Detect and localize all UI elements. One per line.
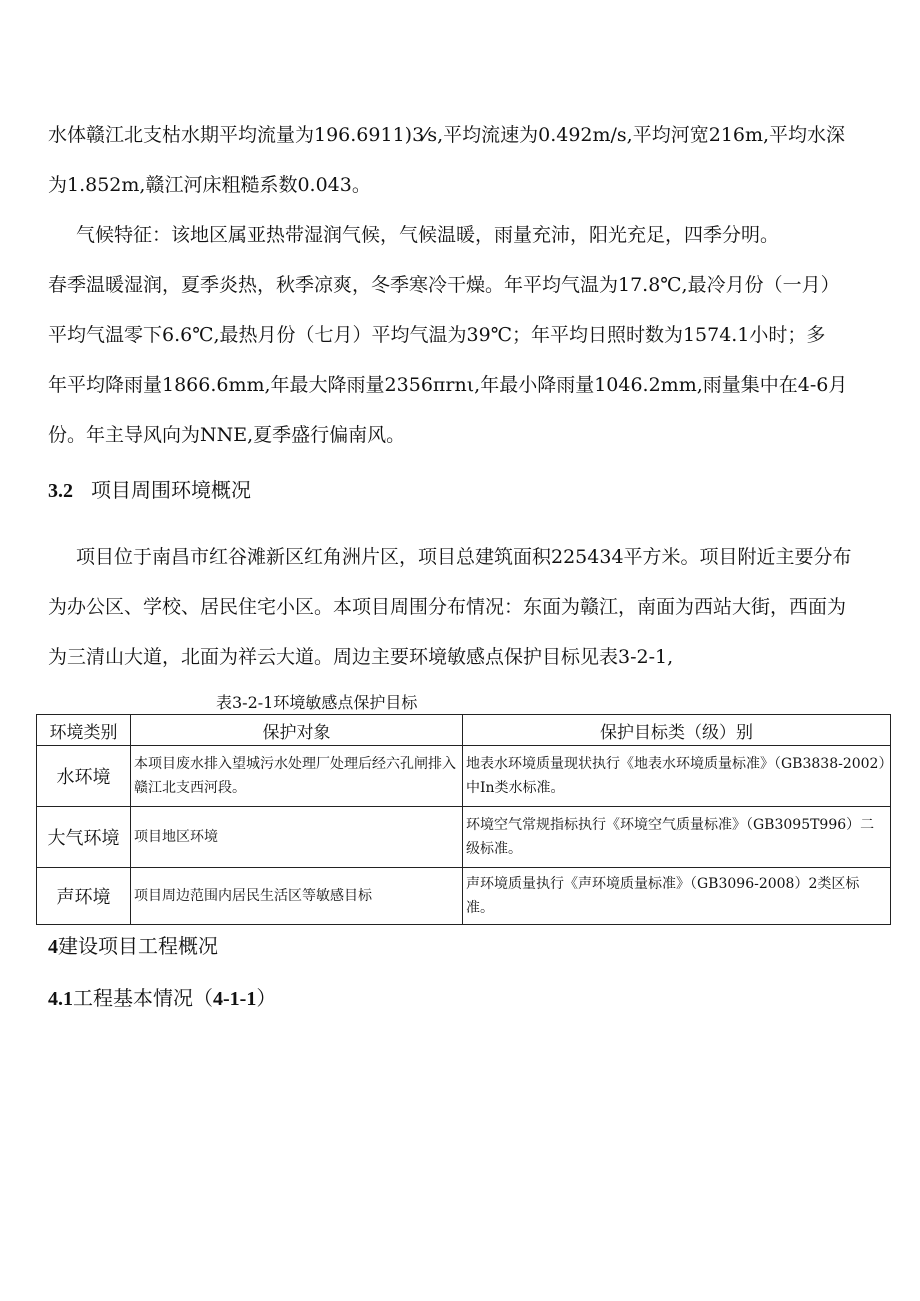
text-line: 份。年主导风向为NNE,夏季盛行偏南风。: [48, 424, 406, 446]
protected-object-cell: 项目周边范围内居民生活区等敏感目标: [131, 868, 463, 925]
standard-cell: 环境空气常规指标执行《环境空气质量标准》（GB3095T996）二级标准。: [463, 807, 891, 868]
protected-object-cell: 本项目废水排入望城污水处理厂处理后经六孔闸排入赣江北支西河段。: [131, 746, 463, 807]
table-reference: 4-1-1: [213, 988, 257, 1010]
text-line: 水体赣江北支枯水期平均流量为196.6911)3⁄s,平均流速为0.492m/s,平均河宽216m,平均水深: [48, 124, 846, 146]
env-type-cell: 大气环境: [37, 807, 131, 868]
section-number: 3.2: [48, 480, 73, 502]
text-line: 为1.852m,赣江河床粗糙系数0.043。: [48, 174, 371, 196]
standard-cell: 地表水环境质量现状执行《地表水环境质量标准》（GB3838-2002）中In类水标准。: [463, 746, 891, 807]
text-line: 项目位于南昌市红谷滩新区红角洲片区，项目总建筑面积225434平方米。项目附近主要分布: [76, 546, 852, 568]
table-caption: 表3-2-1环境敏感点保护目标: [216, 693, 418, 712]
climate-paragraph: [48, 210, 908, 460]
closing-paren: ）: [256, 986, 277, 1010]
section-title: 建设项目工程概况: [58, 934, 218, 958]
section-heading-4-1: [48, 982, 276, 1011]
table-row: [37, 868, 891, 925]
protection-targets-table: [36, 714, 891, 925]
text-line: 气候特征：该地区属亚热带湿润气候，气候温暖，雨量充沛，阳光充足，四季分明。: [76, 224, 780, 246]
text-line: 为三清山大道，北面为祥云大道。周边主要环境敏感点保护目标见表3-2-1,: [48, 646, 674, 668]
section-title: 项目周围环境概况: [91, 478, 251, 502]
env-type-cell: 声环境: [37, 868, 131, 925]
section-number: 4.1: [48, 988, 73, 1010]
section-heading-4: [48, 930, 218, 959]
table-row: [37, 746, 891, 807]
column-header: 保护目标类（级）别: [463, 715, 891, 746]
text-line: 为办公区、学校、居民住宅小区。本项目周围分布情况：东面为赣江，南面为西站大街，西面为: [48, 596, 847, 618]
section-title: 工程基本情况（: [73, 986, 213, 1010]
text-line: 平均气温零下6.6℃,最热月份（七月）平均气温为39℃；年平均日照时数为1574.1小时；多: [48, 324, 826, 346]
section-heading-3-2: [48, 474, 251, 503]
table-header-row: [37, 715, 891, 746]
env-type-cell: 水环境: [37, 746, 131, 807]
column-header: 环境类别: [37, 715, 131, 746]
text-line: 年平均降雨量1866.6mm,年最大降雨量2356πrnι,年最小降雨量1046.2mm,雨量集中在4-6月: [48, 374, 848, 396]
text-line: 春季温暖湿润，夏季炎热，秋季凉爽，冬季寒冷干燥。年平均气温为17.8℃,最冷月份（一月）: [48, 274, 840, 296]
hydrology-paragraph: [48, 110, 908, 210]
surroundings-paragraph: [48, 532, 908, 682]
section-number: 4: [48, 936, 58, 958]
protected-object-cell: 项目地区环境: [131, 807, 463, 868]
column-header: 保护对象: [131, 715, 463, 746]
table-row: [37, 807, 891, 868]
standard-cell: 声环境质量执行《声环境质量标准》（GB3096-2008）2类区标准。: [463, 868, 891, 925]
